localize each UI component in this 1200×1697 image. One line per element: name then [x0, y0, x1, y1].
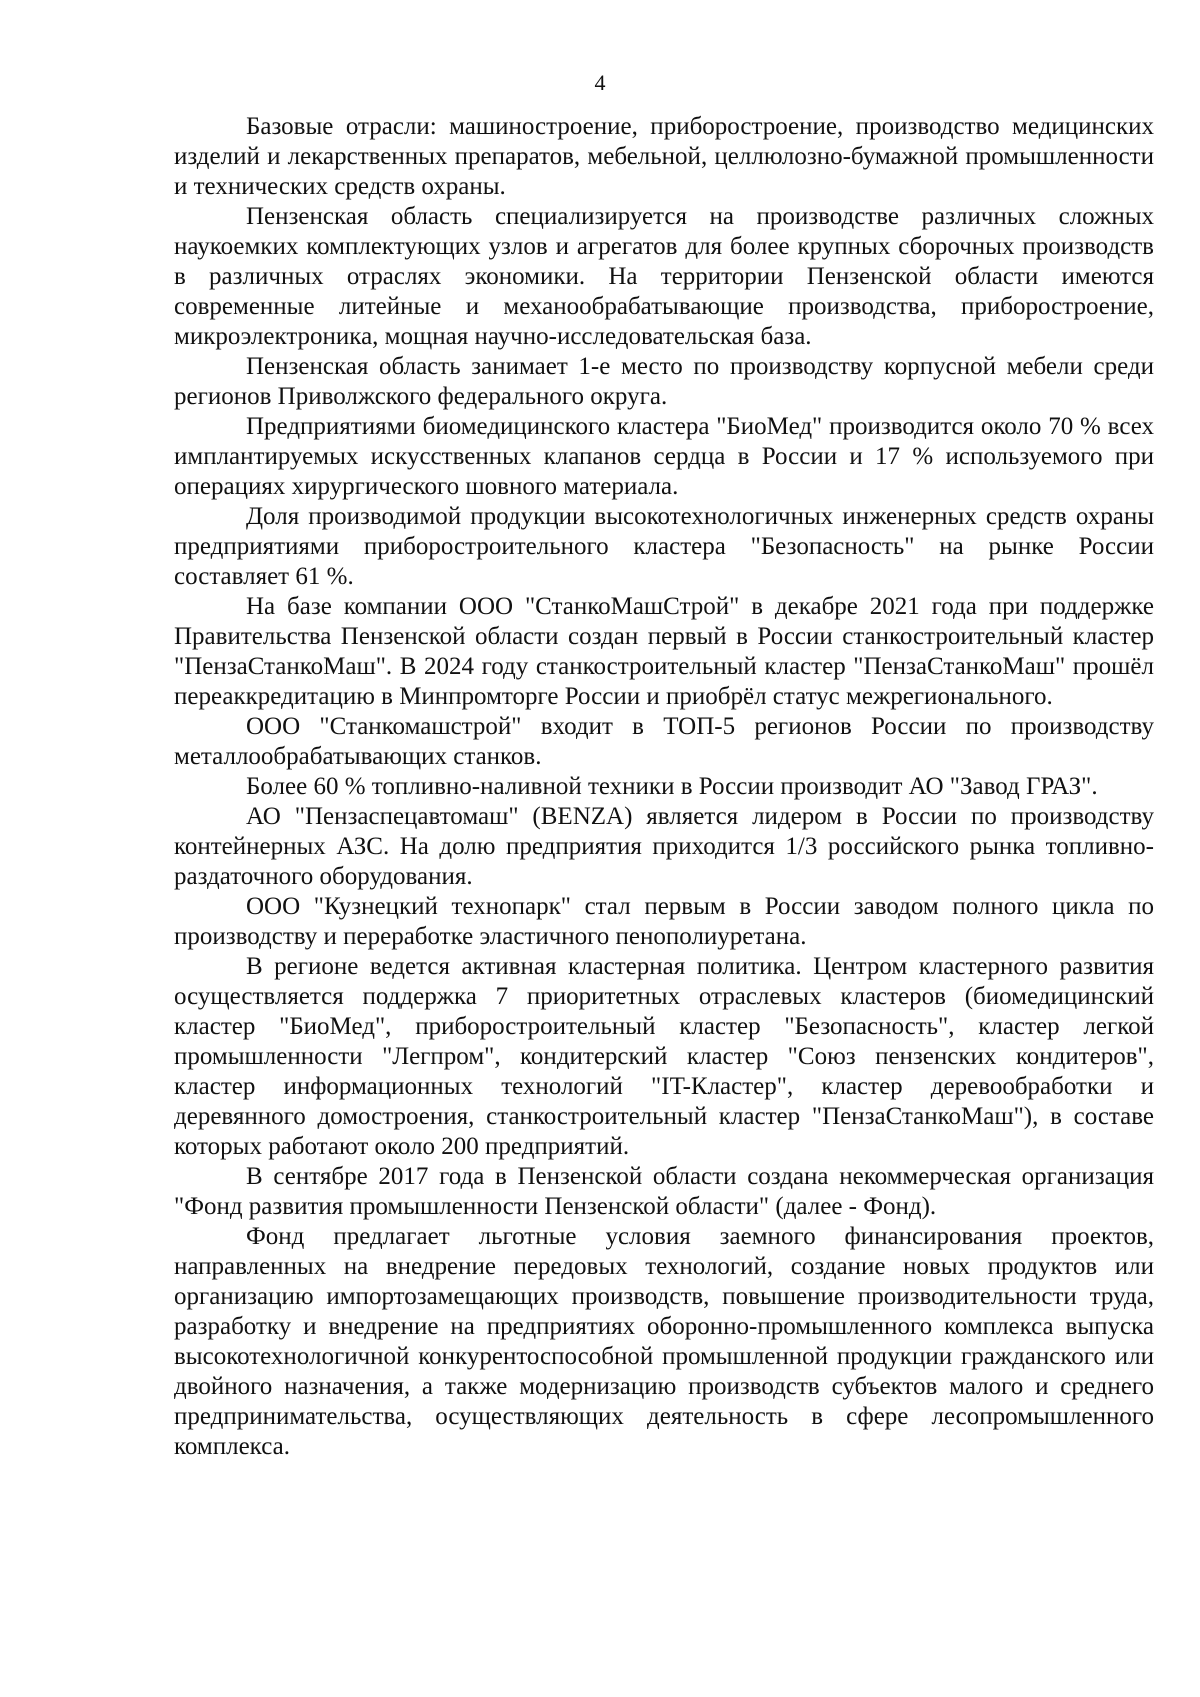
- paragraph-machine-tool-cluster: На базе компании ООО "СтанкоМашСтрой" в декабре 2021 года при поддержке Правительства Пензенской области создан первый в России станкостроительный кластер "ПензаСтанкоМаш". В 2024 году станкостроительный кластер "ПензаСтанкоМаш" прошёл переаккредитацию в Минпромторге России и приобрёл статус межрегионального.: [174, 593, 1154, 710]
- paragraph-benza: АО "Пензаспецавтомаш" (BENZA) является лидером в России по производству контейнерных АЗС. На долю предприятия приходится 1/3 российского рынка топливно-раздаточного оборудования.: [174, 803, 1154, 890]
- paragraph-specialization: Пензенская область специализируется на производстве различных сложных наукоемких комплектующих узлов и агрегатов для более крупных сборочных производств в различных отраслях экономики. На территории Пензенской области имеются современные литейные и механообрабатывающие производства, приборостроение, микроэлектроника, мощная научно-исследовательская база.: [174, 203, 1154, 350]
- page-number: 4: [594, 70, 606, 95]
- paragraph-kuznetsk-technopark: ООО "Кузнецкий технопарк" стал первым в России заводом полного цикла по производству и переработке эластичного пенополиуретана.: [174, 893, 1154, 950]
- document-body: [174, 112, 1154, 1462]
- paragraph-graz-plant: Более 60 % топливно-наливной техники в России производит АО "Завод ГРАЗ".: [246, 773, 1098, 800]
- paragraph-fund-loans: Фонд предлагает льготные условия заемного финансирования проектов, направленных на внедрение передовых технологий, создание новых продуктов или организацию импортозамещающих производств, повышение производительности труда, разработку и внедрение на предприятиях оборонно-промышленного комплекса выпуска высокотехнологичной конкурентоспособной промышленной продукции гражданского или двойного назначения, а также модернизацию производств субъектов малого и среднего предпринимательства, осуществляющих деятельность в сфере лесопромышленного комплекса.: [174, 1223, 1154, 1460]
- paragraph-security-cluster: Доля производимой продукции высокотехнологичных инженерных средств охраны предприятиями приборостроительного кластера "Безопасность" на рынке России составляет 61 %.: [174, 503, 1154, 590]
- paragraph-cluster-policy: В регионе ведется активная кластерная политика. Центром кластерного развития осуществляется поддержка 7 приоритетных отраслевых кластеров (биомедицинский кластер "БиоМед", приборостроительный кластер "Безопасность", кластер легкой промышленности "Легпром", кондитерский кластер "Союз пензенских кондитеров", кластер информационных технологий "IT-Кластер", кластер деревообработки и деревянного домостроения, станкостроительный кластер "ПензаСтанкоМаш"), в составе которых работают около 200 предприятий.: [174, 953, 1154, 1160]
- paragraph-industry-fund: В сентябре 2017 года в Пензенской области создана некоммерческая организация "Фонд развития промышленности Пензенской области" (далее - Фонд).: [174, 1163, 1154, 1220]
- paragraph-biomed-cluster: Предприятиями биомедицинского кластера "БиоМед" производится около 70 % всех имплантируемых искусственных клапанов сердца в России и 17 % используемого при операциях хирургического шовного материала.: [174, 413, 1154, 500]
- paragraph-stankomashstroy: ООО "Станкомашстрой" входит в ТОП-5 регионов России по производству металлообрабатывающих станков.: [174, 713, 1154, 770]
- paragraph-base-industries: Базовые отрасли: машиностроение, приборостроение, производство медицинских изделий и лекарственных препаратов, мебельной, целлюлозно-бумажной промышленности и технических средств охраны.: [174, 113, 1154, 200]
- paragraph-furniture: Пензенская область занимает 1-е место по производству корпусной мебели среди регионов Приволжского федерального округа.: [174, 353, 1154, 410]
